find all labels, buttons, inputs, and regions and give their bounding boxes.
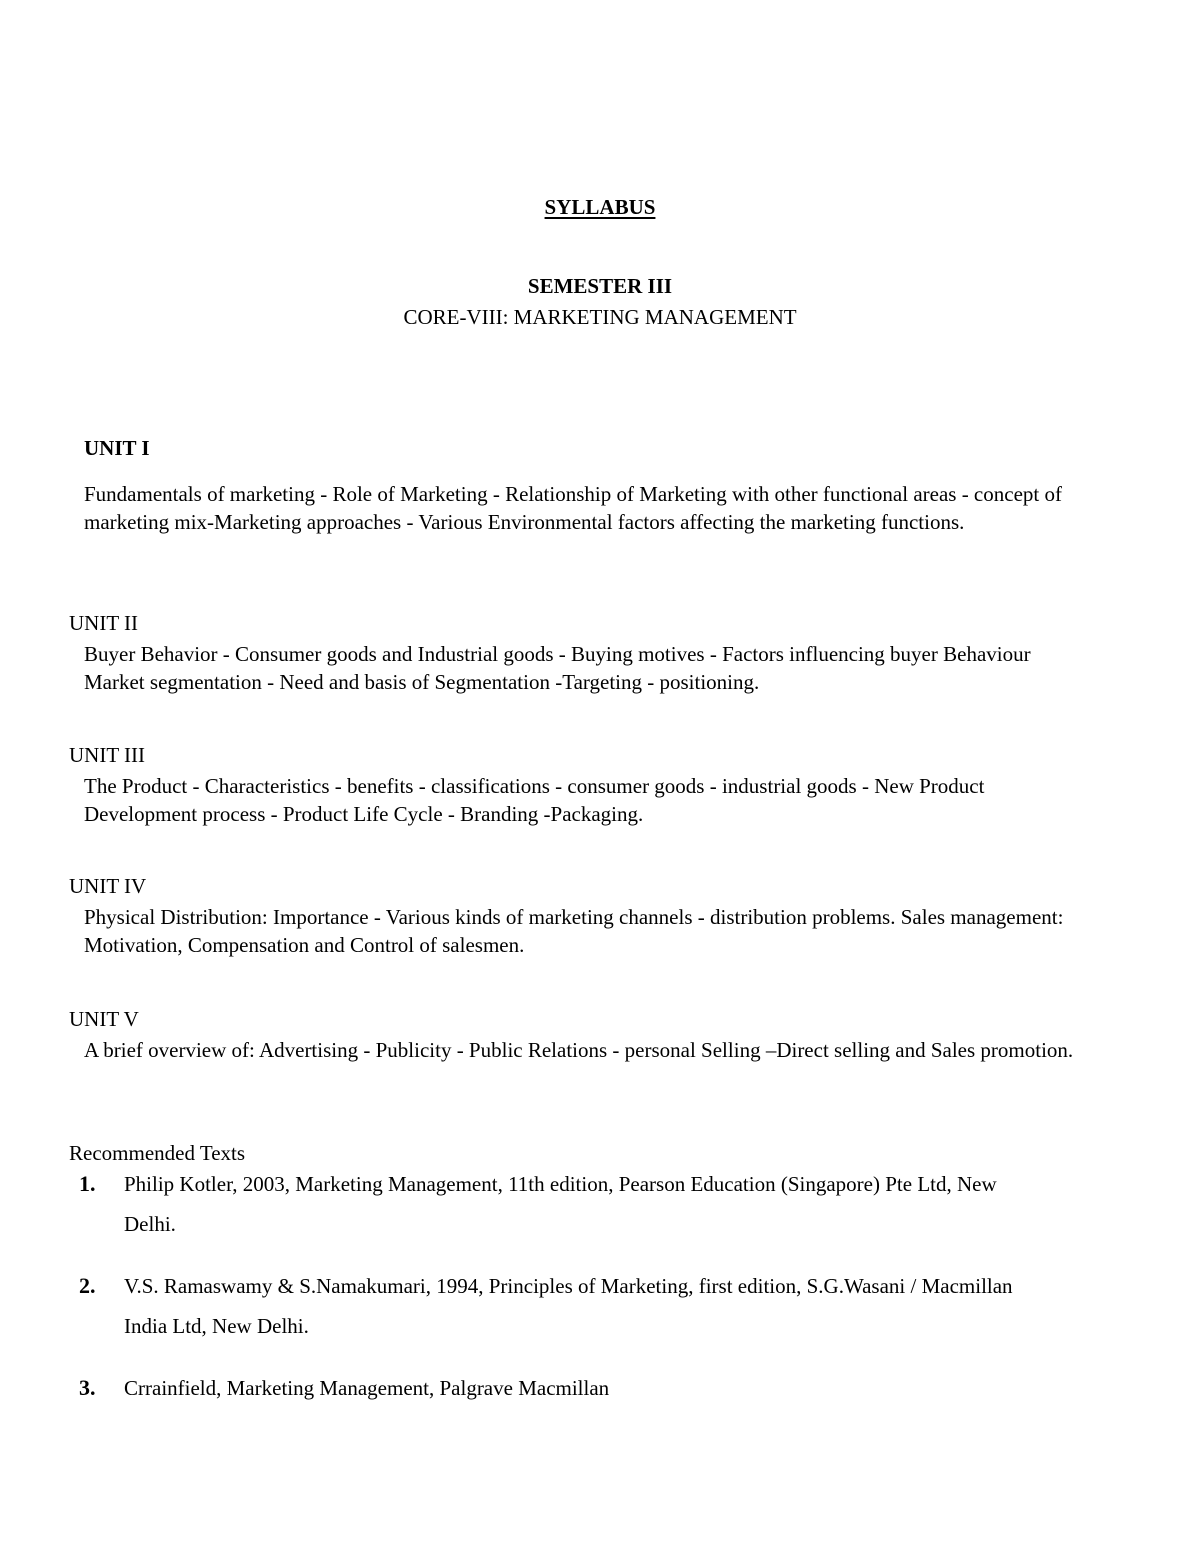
unit-heading: UNIT III [69,743,146,767]
semester-heading: SEMESTER III [527,274,673,298]
unit-description: A brief overview of: Advertising - Publicity - Public Relations - personal Selling –Direct selling and Sales promotion. [84,1038,1074,1062]
unit-description: Fundamentals of marketing - Role of Marketing - Relationship of Marketing with other functional areas - concept of marketing mix-Marketing approaches - Various Environmental factors affecting the marketing functions. [84,482,1062,534]
reference-text: Philip Kotler, 2003, Marketing Management, 11th edition, Pearson Education (Singapore) Pte Ltd, New Delhi. [124,1172,997,1236]
reference-number: 1. [79,1171,96,1196]
unit-description: Buyer Behavior - Consumer goods and Industrial goods - Buying motives - Factors influencing buyer Behaviour Market segmentation - Need and basis of Segmentation -Targeting - positioning. [84,642,1031,694]
unit-heading: UNIT IV [69,874,147,898]
unit-heading: UNIT II [69,611,139,635]
unit-description: Physical Distribution: Importance - Various kinds of marketing channels - distribution problems. Sales management: Motivation, Compensation and Control of salesmen. [84,905,1064,957]
unit-heading: UNIT V [69,1007,139,1031]
reference-number: 3. [79,1375,96,1400]
unit-description: The Product - Characteristics - benefits - classifications - consumer goods - industrial goods - New Product Development process - Product Life Cycle - Branding -Packaging. [84,774,985,826]
unit-heading: UNIT I [84,436,150,460]
reference-text: Crrainfield, Marketing Management, Palgrave Macmillan [124,1376,610,1400]
reference-number: 2. [79,1273,96,1298]
course-title: CORE-VIII: MARKETING MANAGEMENT [403,305,797,329]
reference-text: V.S. Ramaswamy & S.Namakumari, 1994, Principles of Marketing, first edition, S.G.Wasani / Macmillan India Ltd, New Delhi. [124,1274,1013,1338]
page-title: SYLLABUS [544,195,656,219]
recommended-texts-heading: Recommended Texts [69,1141,246,1165]
